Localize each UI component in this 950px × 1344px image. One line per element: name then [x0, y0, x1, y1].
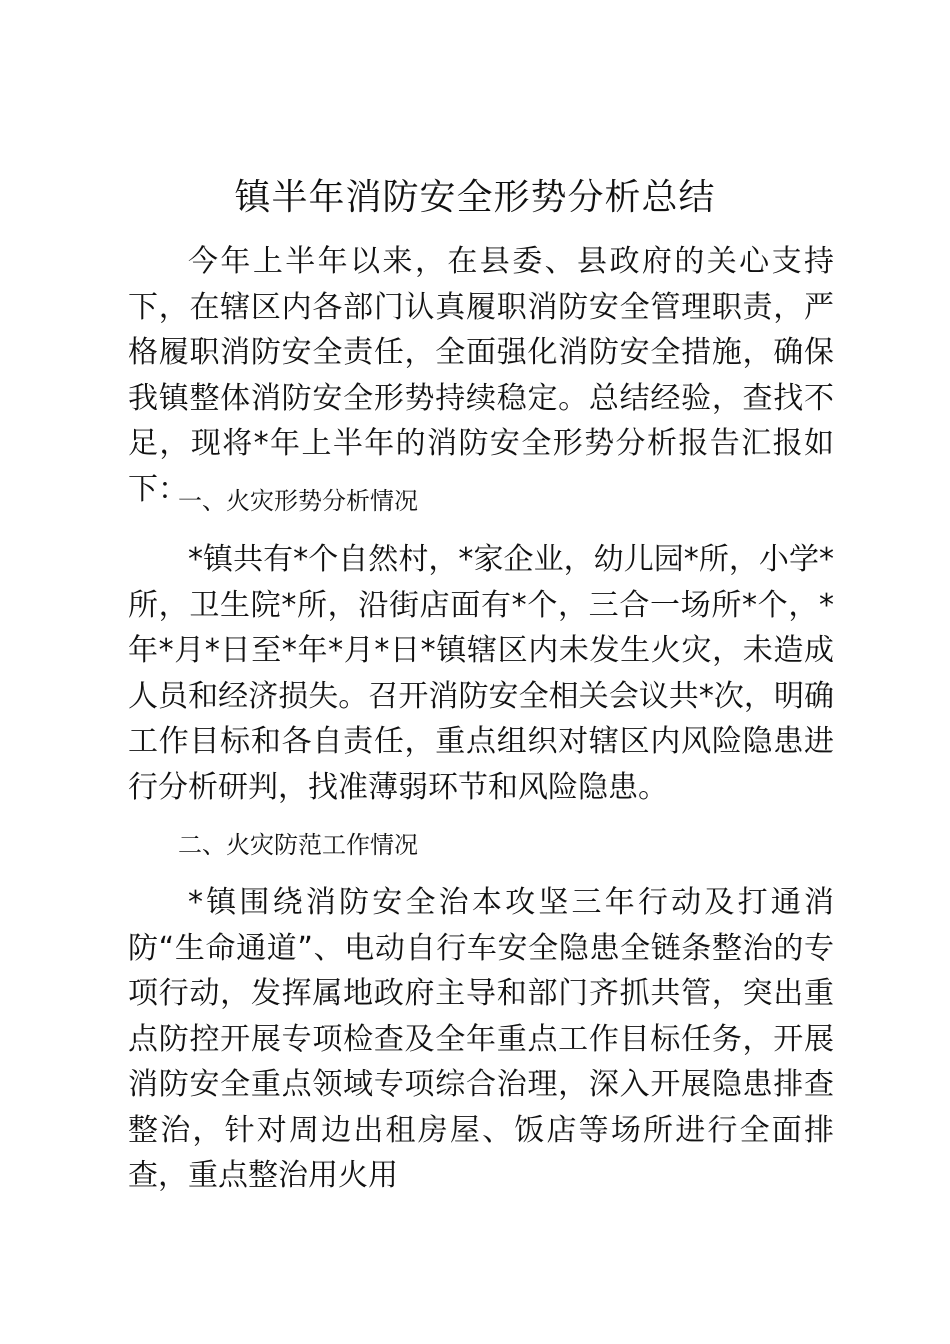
fire-prevention-paragraph: *镇围绕消防安全治本攻坚三年行动及打通消防“生命通道”、电动自行车安全隐患全链条整治的专项行动，发挥属地政府主导和部门齐抓共管，突出重点防控开展专项检查及全年重点工作目标任务，开展消防安全重点领域专项综合治理，深入开展隐患排查整治，针对周边出租房屋、饭店等场所进行全面排查，重点整治用火用: [128, 885, 834, 1193]
fire-situation-paragraph: *镇共有*个自然村，*家企业，幼儿园*所，小学*所，卫生院*所，沿街店面有*个，三合一场所*个，*年*月*日至*年*月*日*镇辖区内未发生火灾，未造成人员和经济损失。召开消防安全相关会议共*次，明确工作目标和各自责任，重点组织对辖区内风险隐患进行分析研判，找准薄弱环节和风险隐患。: [128, 542, 834, 805]
document-title: 镇半年消防安全形势分析总结: [234, 177, 716, 218]
section-heading-fire-situation: 一、火灾形势分析情况: [178, 487, 418, 515]
section-heading-fire-prevention: 二、火灾防范工作情况: [178, 831, 418, 859]
intro-paragraph: 今年上半年以来，在县委、县政府的关心支持下，在辖区内各部门认真履职消防安全管理职责，严格履职消防安全责任，全面强化消防安全措施，确保我镇整体消防安全形势持续稳定。总结经验，查找不足，现将*年上半年的消防安全形势分析报告汇报如下：: [128, 244, 834, 507]
